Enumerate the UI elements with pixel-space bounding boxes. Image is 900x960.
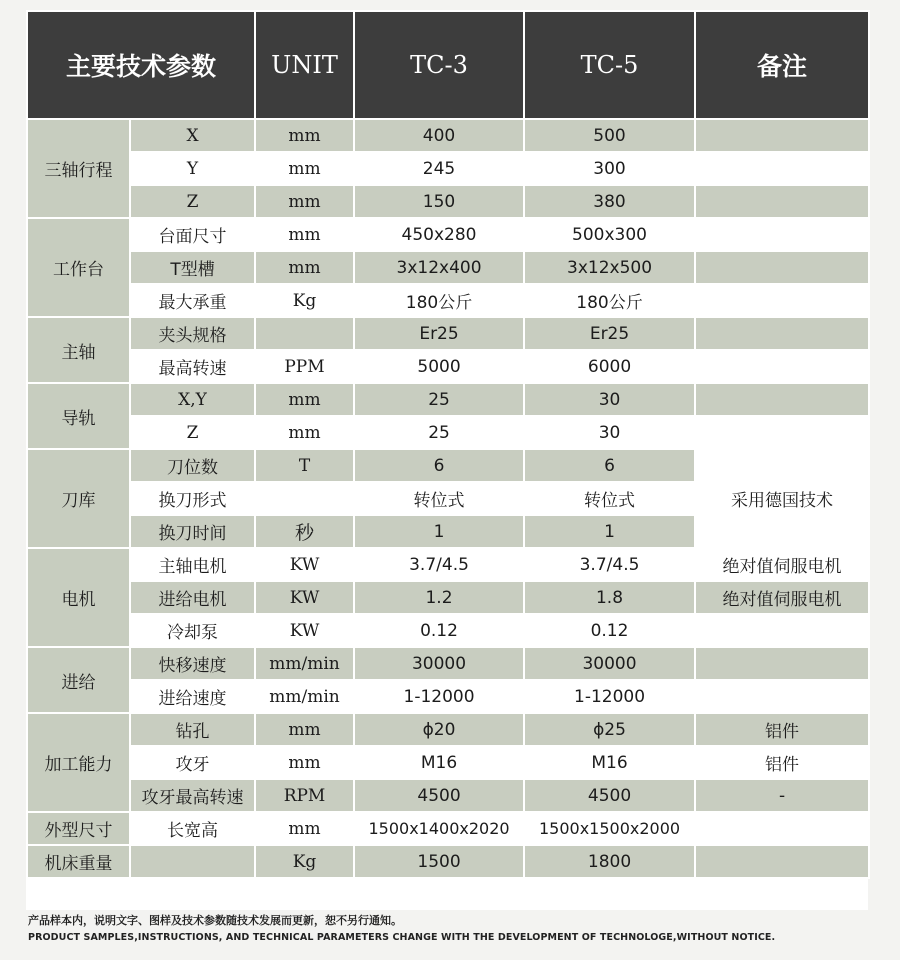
row-note — [695, 251, 869, 284]
row-value-b: 3x12x500 — [524, 251, 695, 284]
row-value-b: 1500x1500x2000 — [524, 812, 695, 845]
footer-notice-cn: 产品样本内，说明文字、图样及技术参数随技术发展而更新，恕不另行通知。 — [28, 914, 402, 927]
row-unit — [255, 317, 354, 350]
row-sub — [130, 845, 255, 878]
row-note — [695, 845, 869, 878]
row-unit: KW — [255, 614, 354, 647]
row-unit: mm — [255, 746, 354, 779]
row-value-b: 380 — [524, 185, 695, 218]
row-value-a: ϕ20 — [354, 713, 524, 746]
row-note — [695, 185, 869, 218]
row-value-a: 245 — [354, 152, 524, 185]
row-unit: PPM — [255, 350, 354, 383]
row-sub: 进给速度 — [130, 680, 255, 713]
header-unit: UNIT — [255, 11, 354, 119]
row-value-a: 1500x1400x2020 — [354, 812, 524, 845]
row-value-a: 30000 — [354, 647, 524, 680]
row-note — [695, 812, 869, 845]
group-guide: 导轨 — [27, 383, 130, 449]
group-toolmag: 刀库 — [27, 449, 130, 548]
table-row — [27, 449, 869, 482]
table-row — [27, 185, 869, 218]
row-value-b: 30 — [524, 383, 695, 416]
table-row — [27, 119, 869, 152]
group-travel: 三轴行程 — [27, 119, 130, 218]
row-value-a: 转位式 — [354, 482, 524, 515]
row-value-a: 3x12x400 — [354, 251, 524, 284]
table-row — [27, 581, 869, 614]
row-value-b: ϕ25 — [524, 713, 695, 746]
table-row — [27, 845, 869, 878]
header-model-a: TC-3 — [354, 11, 524, 119]
row-value-a: 0.12 — [354, 614, 524, 647]
row-unit: KW — [255, 548, 354, 581]
row-sub: 进给电机 — [130, 581, 255, 614]
row-value-a: 1 — [354, 515, 524, 548]
row-sub: 换刀形式 — [130, 482, 255, 515]
row-note — [695, 119, 869, 152]
row-unit: mm — [255, 416, 354, 449]
row-note — [695, 680, 869, 713]
row-unit: mm — [255, 218, 354, 251]
row-value-b: 4500 — [524, 779, 695, 812]
row-value-b: 6000 — [524, 350, 695, 383]
group-spindle: 主轴 — [27, 317, 130, 383]
row-sub: 主轴电机 — [130, 548, 255, 581]
row-value-b: 3.7/4.5 — [524, 548, 695, 581]
row-note — [695, 383, 869, 416]
row-note — [695, 614, 869, 647]
table-row — [27, 317, 869, 350]
row-value-a: 25 — [354, 383, 524, 416]
table-row — [27, 779, 869, 812]
row-unit: mm/min — [255, 680, 354, 713]
row-note — [695, 350, 869, 383]
row-value-a: 25 — [354, 416, 524, 449]
group-dimension: 外型尺寸 — [27, 812, 130, 845]
row-value-b: 30 — [524, 416, 695, 449]
row-note — [695, 647, 869, 680]
table-row — [27, 284, 869, 317]
row-value-b: 500x300 — [524, 218, 695, 251]
table-row — [27, 713, 869, 746]
row-value-b: 180公斤 — [524, 284, 695, 317]
row-value-a: 4500 — [354, 779, 524, 812]
group-table: 工作台 — [27, 218, 130, 317]
row-sub: 换刀时间 — [130, 515, 255, 548]
row-unit: mm — [255, 152, 354, 185]
row-sub: 刀位数 — [130, 449, 255, 482]
row-unit: mm — [255, 251, 354, 284]
spec-table — [26, 10, 870, 879]
table-row — [27, 152, 869, 185]
group-weight: 机床重量 — [27, 845, 130, 878]
row-value-b: 转位式 — [524, 482, 695, 515]
table-row — [27, 383, 869, 416]
row-value-b: M16 — [524, 746, 695, 779]
row-note — [695, 218, 869, 251]
table-row — [27, 548, 869, 581]
row-value-b: 1-12000 — [524, 680, 695, 713]
row-value-a: 150 — [354, 185, 524, 218]
row-note — [695, 416, 869, 449]
table-row — [27, 251, 869, 284]
row-value-b: 300 — [524, 152, 695, 185]
row-value-b: 0.12 — [524, 614, 695, 647]
group-motor: 电机 — [27, 548, 130, 647]
row-value-a: 450x280 — [354, 218, 524, 251]
header-model-b: TC-5 — [524, 11, 695, 119]
row-value-a: M16 — [354, 746, 524, 779]
row-value-a: 5000 — [354, 350, 524, 383]
spec-sheet — [26, 10, 868, 910]
row-sub: 最大承重 — [130, 284, 255, 317]
header-row — [27, 11, 869, 119]
row-unit: 秒 — [255, 515, 354, 548]
row-value-a: 400 — [354, 119, 524, 152]
row-note: 采用德国技术 — [695, 449, 869, 548]
table-row — [27, 350, 869, 383]
table-row — [27, 812, 869, 845]
row-sub: X,Y — [130, 383, 255, 416]
row-unit: T — [255, 449, 354, 482]
row-sub: Z — [130, 185, 255, 218]
row-unit: Kg — [255, 845, 354, 878]
row-value-a: Er25 — [354, 317, 524, 350]
row-sub: 攻牙最高转速 — [130, 779, 255, 812]
row-value-a: 180公斤 — [354, 284, 524, 317]
row-value-a: 1500 — [354, 845, 524, 878]
row-unit: mm — [255, 119, 354, 152]
row-note: 铝件 — [695, 713, 869, 746]
row-unit: mm — [255, 185, 354, 218]
row-sub: Y — [130, 152, 255, 185]
header-param: 主要技术参数 — [27, 11, 255, 119]
footer-notice-en: PRODUCT SAMPLES,INSTRUCTIONS, AND TECHNICAL PARAMETERS CHANGE WITH THE DEVELOPMENT OF TECHNOLOGE,WITHOUT NOTICE. — [28, 932, 776, 943]
row-sub: 台面尺寸 — [130, 218, 255, 251]
row-note: 绝对值伺服电机 — [695, 548, 869, 581]
row-unit: Kg — [255, 284, 354, 317]
row-value-a: 1-12000 — [354, 680, 524, 713]
row-sub: X — [130, 119, 255, 152]
row-unit: mm — [255, 383, 354, 416]
table-row — [27, 218, 869, 251]
row-unit: RPM — [255, 779, 354, 812]
row-value-b: Er25 — [524, 317, 695, 350]
row-value-b: 30000 — [524, 647, 695, 680]
row-unit: mm — [255, 713, 354, 746]
table-row — [27, 746, 869, 779]
row-sub: 攻牙 — [130, 746, 255, 779]
row-sub: 夹头规格 — [130, 317, 255, 350]
row-note — [695, 152, 869, 185]
row-value-a: 1.2 — [354, 581, 524, 614]
row-note: - — [695, 779, 869, 812]
row-value-b: 6 — [524, 449, 695, 482]
row-sub: 冷却泵 — [130, 614, 255, 647]
row-note: 铝件 — [695, 746, 869, 779]
row-unit — [255, 482, 354, 515]
row-unit: mm/min — [255, 647, 354, 680]
row-value-b: 1 — [524, 515, 695, 548]
table-row — [27, 680, 869, 713]
table-row — [27, 416, 869, 449]
table-row — [27, 614, 869, 647]
row-value-b: 1800 — [524, 845, 695, 878]
row-value-a: 6 — [354, 449, 524, 482]
row-note: 绝对值伺服电机 — [695, 581, 869, 614]
row-value-b: 1.8 — [524, 581, 695, 614]
row-sub: T型槽 — [130, 251, 255, 284]
row-sub: 快移速度 — [130, 647, 255, 680]
group-feed: 进给 — [27, 647, 130, 713]
row-sub: 最高转速 — [130, 350, 255, 383]
header-remark: 备注 — [695, 11, 869, 119]
group-capacity: 加工能力 — [27, 713, 130, 812]
row-sub: Z — [130, 416, 255, 449]
row-note — [695, 284, 869, 317]
table-row — [27, 647, 869, 680]
row-note — [695, 317, 869, 350]
row-sub: 长宽高 — [130, 812, 255, 845]
row-unit: mm — [255, 812, 354, 845]
row-unit: KW — [255, 581, 354, 614]
row-sub: 钻孔 — [130, 713, 255, 746]
row-value-b: 500 — [524, 119, 695, 152]
row-value-a: 3.7/4.5 — [354, 548, 524, 581]
